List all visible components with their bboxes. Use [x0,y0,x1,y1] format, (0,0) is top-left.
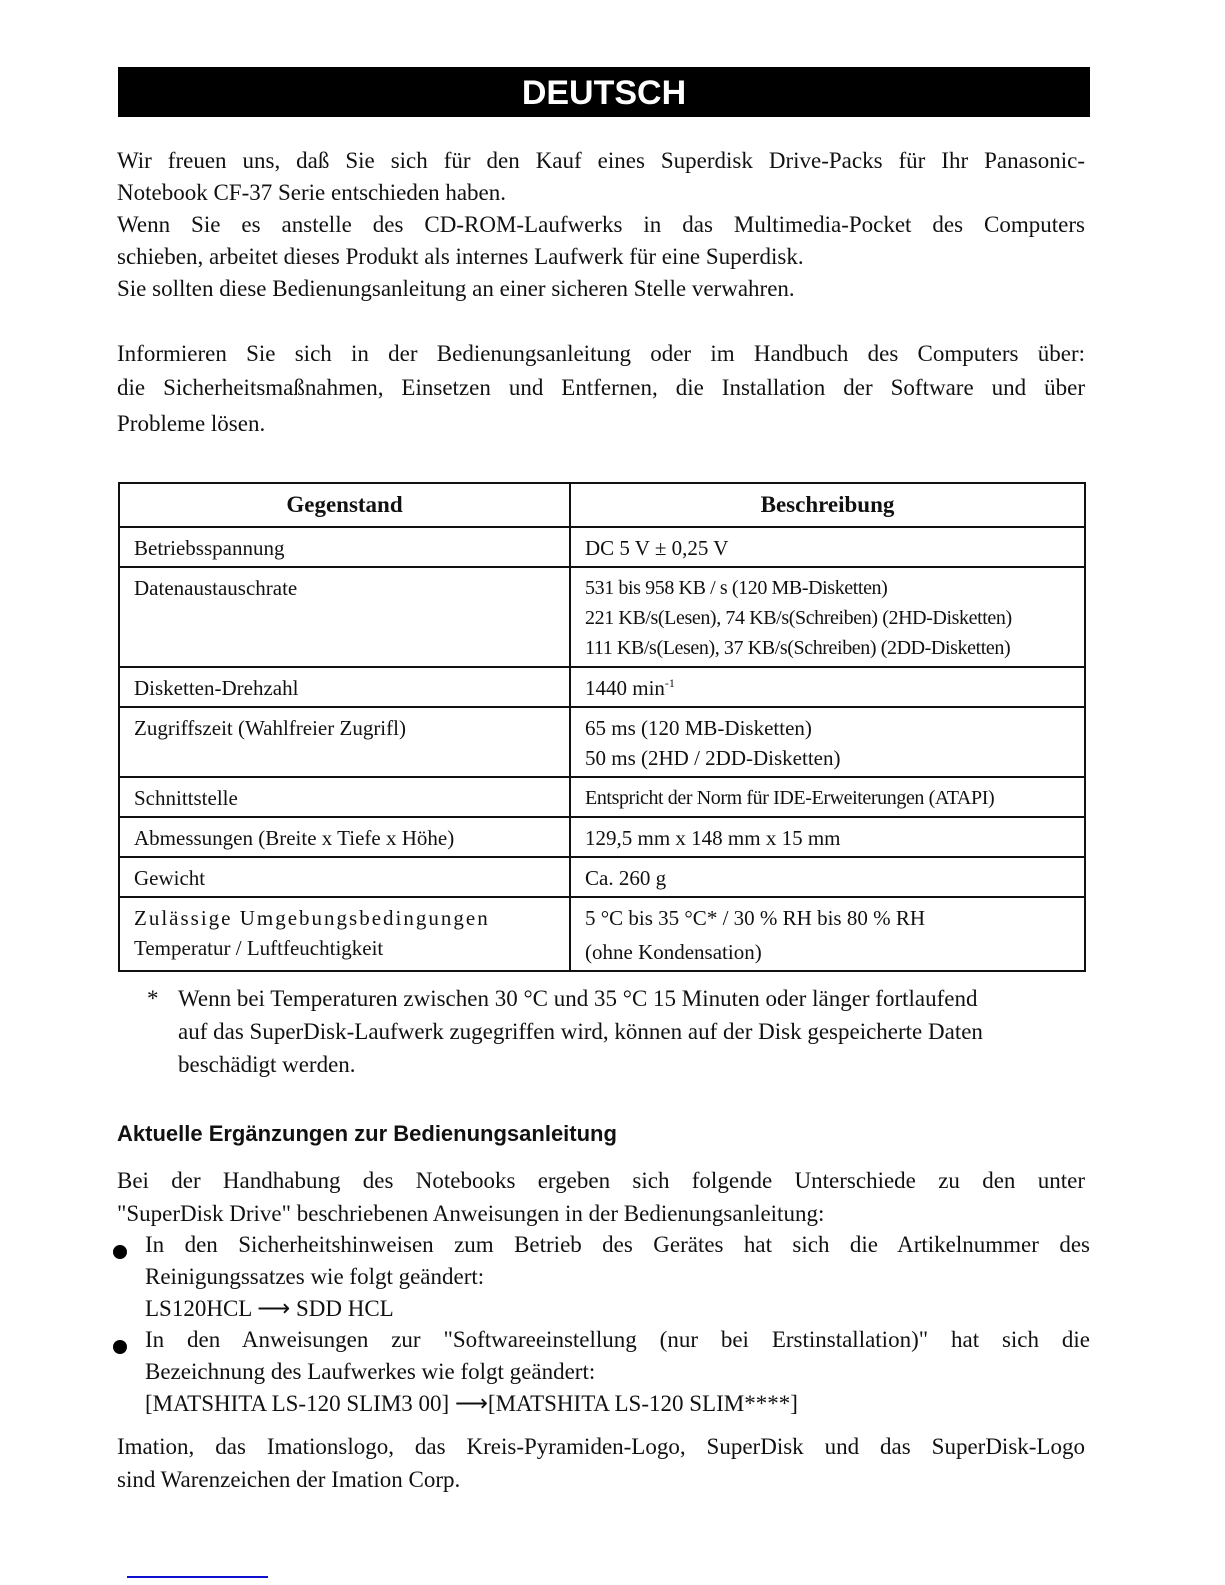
column-header: Beschreibung [570,483,1085,527]
text-line: auf das SuperDisk-Laufwerk zugegriffen wird, können auf der Disk gespeicherte Daten [178,1019,983,1044]
item-cell: Abmessungen (Breite x Tiefe x Höhe) [134,826,455,850]
desc-line: 65 ms (120 MB-Disketten) [585,716,812,740]
column-header: Gegenstand [119,483,570,527]
spec-table [118,482,1086,972]
text-line: Sie sollten diese Bedienungsanleitung an einer sicheren Stelle verwahren. [117,276,795,301]
desc-cell: DC 5 V ± 0,25 V [585,536,729,560]
desc-cell: 129,5 mm x 148 mm x 15 mm [585,826,841,850]
exponent: -1 [664,676,675,690]
desc-line: 111 KB/s(Lesen), 37 KB/s(Schreiben) (2DD-Disketten) [585,637,1011,659]
text-line: Wenn bei Temperaturen zwischen 30 °C und 35 °C 15 Minuten oder länger fortlaufend [178,986,978,1011]
spec-section [118,482,1086,1081]
table-header-row [119,483,1085,527]
table-row [119,817,1085,857]
table-row [119,667,1085,707]
footnote [118,982,1086,1081]
desc-line: 531 bis 958 KB / s (120 MB-Disketten) [585,577,888,599]
table-row [119,857,1085,897]
text-line: In den Anweisungen zur "Softwareeinstellung (nur bei Erstinstallation)" hat sich die [145,1327,1090,1352]
page-divider [127,1576,268,1578]
text-line: Imation, das Imationslogo, das Kreis-Pyramiden-Logo, SuperDisk und das SuperDisk-Logo [117,1434,1085,1459]
table-row [119,567,1085,667]
text-line: Notebook CF-37 Serie entschieden haben. [117,180,506,205]
text-line: [MATSHITA LS-120 SLIM3 00] ⟶[MATSHITA LS-120 SLIM****] [145,1391,798,1416]
table-row [119,777,1085,817]
section-heading: Aktuelle Ergänzungen zur Bedienungsanleitung [117,1121,617,1146]
desc-cell: Ca. 260 g [585,866,667,890]
item-cell: Schnittstelle [134,786,238,810]
text-line: Probleme lösen. [117,411,266,436]
text-line: Reinigungssatzes wie folgt geändert: [145,1264,485,1289]
text-line: Bei der Handhabung des Notebooks ergeben sich folgende Unterschiede zu den unter [117,1168,1085,1193]
table-row [119,527,1085,567]
item-cell: Zugriffszeit (Wahlfreier Zugrifl) [134,716,406,740]
item-cell: Gewicht [134,866,206,890]
desc-cell: Entspricht der Norm für IDE-Erweiterungen (ATAPI) [585,787,995,809]
bullet-icon [113,1245,127,1259]
item-cell: Datenaustauschrate [134,576,298,600]
language-banner: DEUTSCH [118,67,1090,117]
text-line: sind Warenzeichen der Imation Corp. [117,1467,461,1492]
item-cell: Betriebsspannung [134,536,285,560]
desc-line: (ohne Kondensation) [585,940,762,964]
text-line: schieben, arbeitet dieses Produkt als internes Laufwerk für eine Superdisk. [117,244,804,269]
item-cell: Disketten-Drehzahl [134,676,299,700]
text-line: beschädigt werden. [178,1052,356,1077]
desc-cell: 1440 min [585,676,665,700]
table-row [119,707,1085,777]
table-row [119,897,1085,971]
text-line: "SuperDisk Drive" beschriebenen Anweisungen in der Bedienungsanleitung: [117,1201,825,1226]
text-line: In den Sicherheitshinweisen zum Betrieb des Gerätes hat sich die Artikelnummer des [145,1232,1090,1257]
text-line: Informieren Sie sich in der Bedienungsanleitung oder im Handbuch des Computers über: [117,341,1085,366]
desc-line: 5 °C bis 35 °C* / 30 % RH bis 80 % RH [585,906,925,930]
item-line: Zulässige Umgebungsbedingungen [134,906,490,930]
text-line: die Sicherheitsmaßnahmen, Einsetzen und Entfernen, die Installation der Software und über [117,375,1085,400]
desc-line: 50 ms (2HD / 2DD-Disketten) [585,746,841,770]
bullet-icon [113,1340,127,1354]
text-line: Bezeichnung des Laufwerkes wie folgt geändert: [145,1359,596,1384]
item-line: Temperatur / Luftfeuchtigkeit [134,936,384,960]
text-line: LS120HCL ⟶ SDD HCL [145,1296,394,1321]
desc-line: 221 KB/s(Lesen), 74 KB/s(Schreiben) (2HD-Disketten) [585,607,1012,629]
text-line: Wir freuen uns, daß Sie sich für den Kauf eines Superdisk Drive-Packs für Ihr Panasonic- [117,148,1085,173]
text-line: Wenn Sie es anstelle des CD-ROM-Laufwerks in das Multimedia-Pocket des Computers [117,212,1085,237]
footnote-mark: * [147,986,159,1011]
